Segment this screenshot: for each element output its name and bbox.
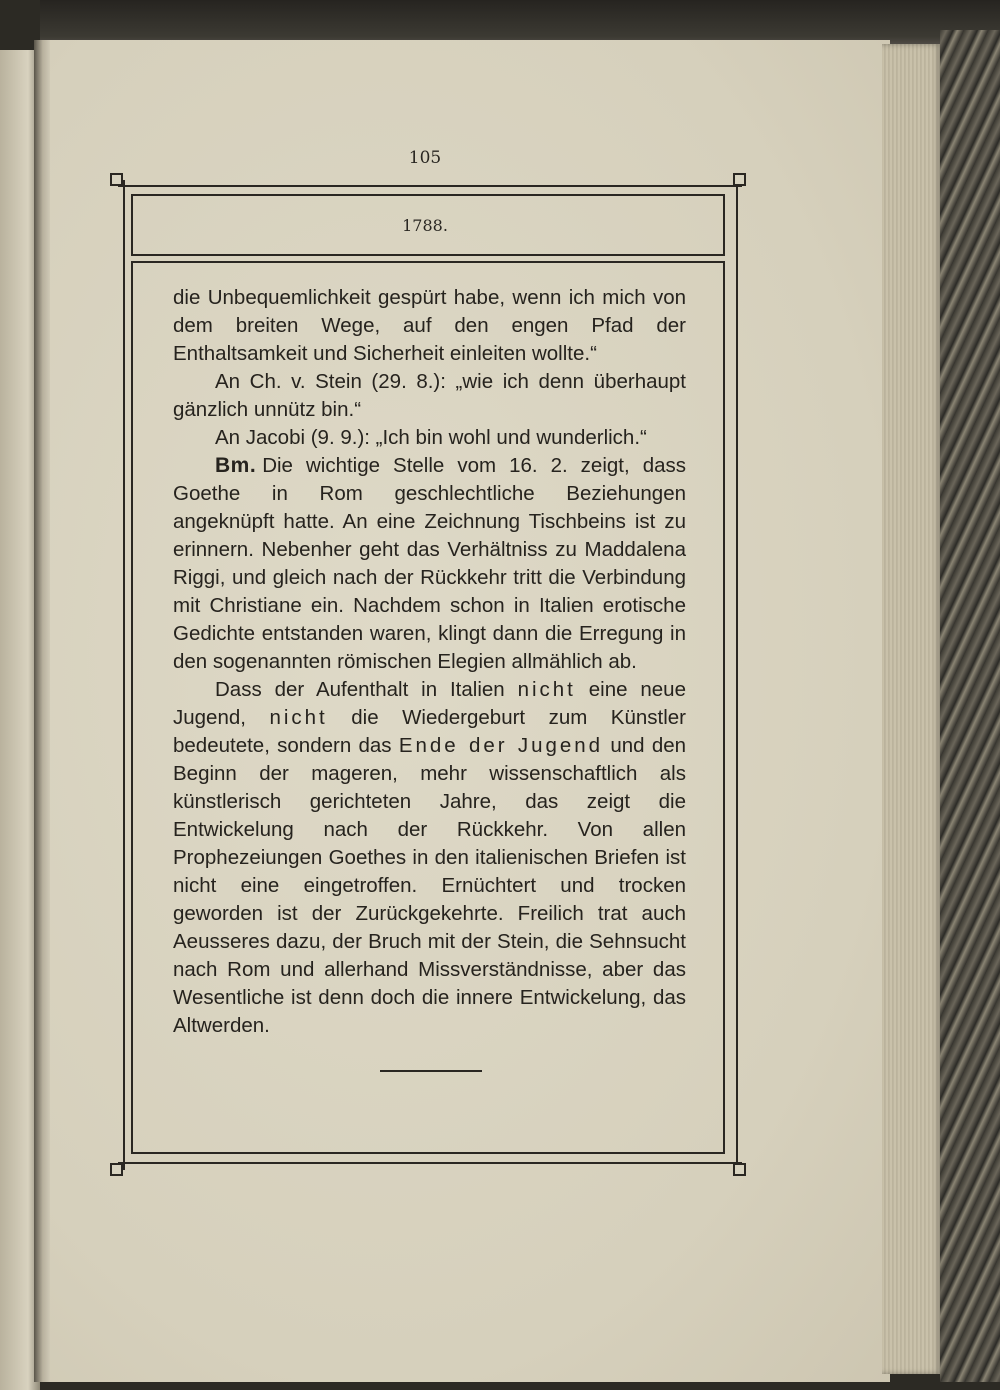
corner-ornament-top-right xyxy=(733,173,746,186)
body-box-bottom xyxy=(131,1152,725,1154)
corner-ornament-top-left xyxy=(110,173,123,186)
page-block-edges xyxy=(882,44,942,1374)
end-rule xyxy=(380,1070,482,1072)
frame-left-outer xyxy=(123,180,125,1170)
spaced-emphasis: Ende der Jugend xyxy=(398,734,604,757)
frame-bottom-outer xyxy=(118,1162,742,1164)
header-box-right xyxy=(723,194,725,256)
corner-ornament-bottom-right xyxy=(733,1163,746,1176)
corner-ornament-bottom-left xyxy=(110,1163,123,1176)
paragraph-text: die Wiedergeburt zum Künstler bedeutete, sondern das xyxy=(173,706,687,757)
header-box-bottom xyxy=(131,254,725,256)
paragraph: die Unbequemlichkeit gespürt habe, wenn ich mich von dem breiten Wege, auf den engen Pfad der Enthaltsamkeit und Sicherheit einleiten wollte.“ xyxy=(173,286,686,365)
spaced-emphasis: nicht xyxy=(269,706,328,729)
paragraph xyxy=(173,676,686,1040)
body-box-left xyxy=(131,261,133,1154)
frame-right-outer xyxy=(736,180,738,1170)
header-box-top xyxy=(131,194,725,196)
paragraph-text: eine neue Jugend, xyxy=(173,678,686,729)
page-number: 105 xyxy=(408,148,442,168)
paragraph-text: und den Beginn der mageren, mehr wissenschaftlich als künstlerisch gerichteten Jahre, das zeigt die Entwickelung nach der Rückkehr. Von allen Prophezeiungen Goethes in den italienischen Briefen ist nicht eine eingetroffen. Ernüchtert und trocken geworden ist der Zurückgekehrte. Freilich trat auch Aeusseres dazu, der Bruch mit der Stein, die Sehnsucht nach Rom und allerhand Missverständnisse, aber das Wesentliche ist denn doch die innere Entwickelung, das Altwerden. xyxy=(173,734,687,1037)
body-box-right xyxy=(723,261,725,1154)
paragraph xyxy=(173,452,686,676)
frame-top-outer xyxy=(118,185,742,187)
header-year: 1788. xyxy=(402,216,448,235)
paragraph: An Jacobi (9. 9.): „Ich bin wohl und wunderlich.“ xyxy=(215,426,647,449)
header-box-left xyxy=(131,194,133,256)
marbled-cover xyxy=(940,30,1000,1382)
paragraph: An Ch. v. Stein (29. 8.): „wie ich denn überhaupt gänzlich unnütz bin.“ xyxy=(173,370,686,421)
body-text xyxy=(173,284,686,1040)
book-gutter xyxy=(34,40,50,1382)
body-box-top xyxy=(131,261,725,263)
paragraph-text: Dass der Aufenthalt in Italien xyxy=(215,678,505,701)
spaced-emphasis: nicht xyxy=(517,678,576,701)
section-label: Bm. xyxy=(215,454,257,477)
paragraph-text: Die wichtige Stelle vom 16. 2. zeigt, dass Goethe in Rom geschlechtliche Beziehungen angeknüpft hatte. An eine Zeichnung Tischbeins ist zu erinnern. Nebenher geht das Verhältniss zu Maddalena Riggi, und gleich nach der Rückkehr tritt die Verbindung mit Christiane ein. Nachdem schon in Italien erotische Gedichte entstanden waren, klingt dann die Erregung in den sogenannten römischen Elegien allmählich ab. xyxy=(173,454,686,673)
